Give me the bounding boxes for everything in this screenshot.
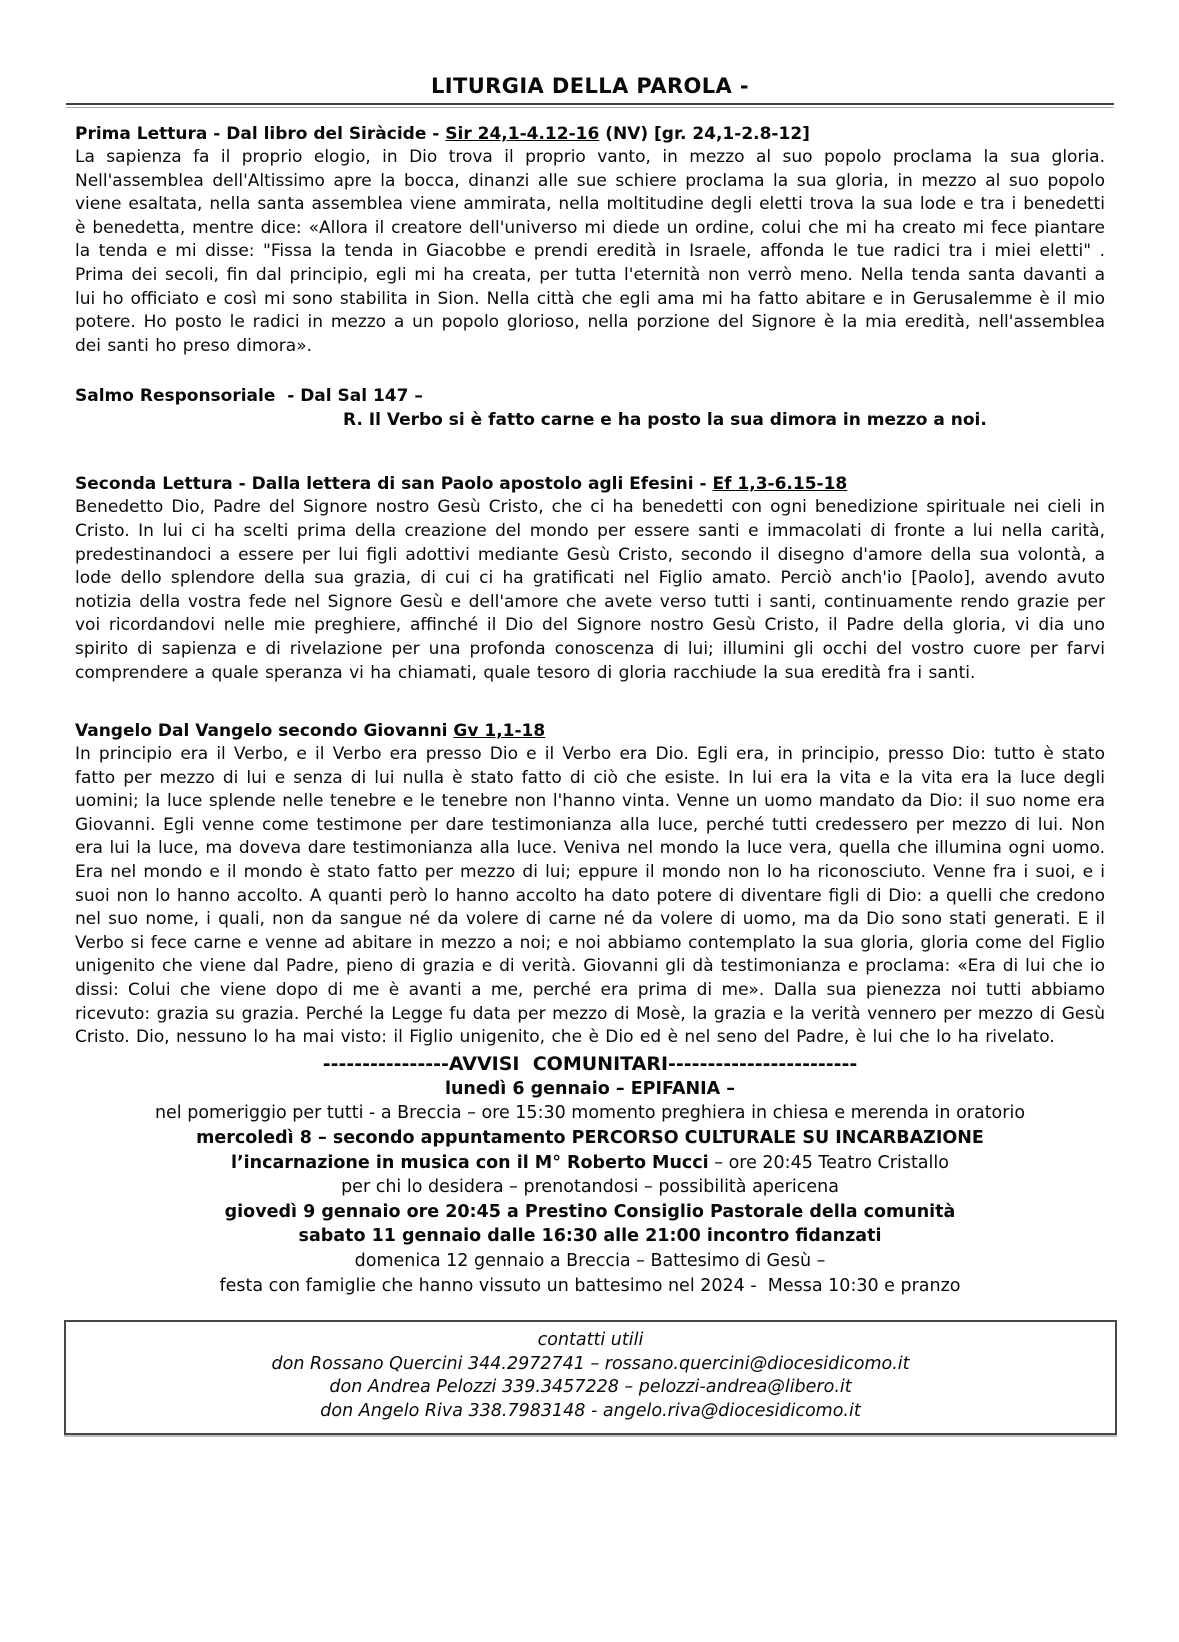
announcement-thursday: giovedì 9 gennaio ore 20:45 a Prestino Consiglio Pastorale della comunità xyxy=(224,1201,956,1222)
first-reading-heading-suffix: (NV) [gr. 24,1-2.8-12] xyxy=(599,124,810,144)
contact-rossano-quercini: don Rossano Quercini 344.2972741 – rossano.quercini@diocesidicomo.it xyxy=(271,1353,910,1374)
announcement-concert-normal: – ore 20:45 Teatro Cristallo xyxy=(708,1152,949,1173)
announcement-concert-bold: l’incarnazione in musica con il M° Roberto Mucci xyxy=(231,1152,709,1173)
contacts-box xyxy=(64,1320,1117,1434)
announcements-title: ----------------AVVISI COMUNITARI------------------------ xyxy=(322,1052,858,1075)
announcement-sunday-detail: festa con famiglie che hanno vissuto un battesimo nel 2024 - Messa 10:30 e pranzo xyxy=(219,1275,961,1296)
announcement-epiphany-detail: nel pomeriggio per tutti - a Breccia – ore 15:30 momento preghiera in chiesa e merenda in oratorio xyxy=(154,1103,1026,1124)
gospel-heading xyxy=(75,719,1105,743)
second-reading-reference: Ef 1,3-6.15-18 xyxy=(712,474,848,495)
psalm-response: R. Il Verbo si è fatto carne e ha posto la sua dimora in mezzo a noi. xyxy=(343,410,987,431)
second-reading-body: Benedetto Dio, Padre del Signore nostro Gesù Cristo, che ci ha benedetti con ogni benedizione spirituale nei cieli in Cristo. In lui ci ha scelti prima della creazione del mondo per essere santi e immacolati di fronte a lui nella carità, predestinandoci a essere per lui figli adottivi mediante Gesù Cristo, secondo il disegno d'amore della sua volontà, a lode dello splendore della sua grazia, di cui ci ha gratificati nel Figlio amato. Perciò anch'io [Paolo], avendo avuto notizia della vostra fede nel Signore Gesù e dell'amore che avete verso tutti i santi, continuamente rendo grazie per voi ricordandovi nelle mie preghiere, affinché il Dio del Signore nostro Gesù Cristo, il Padre della gloria, vi dia uno spirito di sapienza e di rivelazione per una profonda conoscenza di lui; illumini gli occhi del vostro cuore per farvi comprendere a quale speranza vi ha chiamati, quale tesoro di gloria racchiude la sua eredità fra i santi. xyxy=(75,497,1105,683)
announcement-wednesday: mercoledì 8 – secondo appuntamento PERCORSO CULTURALE SU INCARBAZIONE xyxy=(196,1128,984,1148)
title-divider xyxy=(66,103,1114,108)
announcement-epiphany: lunedì 6 gennaio – EPIFANIA – xyxy=(444,1078,736,1099)
announcement-sunday: domenica 12 gennaio a Breccia – Battesimo di Gesù – xyxy=(354,1250,826,1271)
gospel-reference: Gv 1,1-18 xyxy=(453,721,546,742)
first-reading-body: La sapienza fa il proprio elogio, in Dio trova il proprio vanto, in mezzo al suo popolo proclama la sua gloria. Nell'assemblea dell'Altissimo apre la bocca, dinanzi alle sue schiere proclama la sua gloria, in mezzo al suo popolo viene esaltata, nella santa assemblea viene ammirata, nella moltitudine degli eletti trova la sua lode e tra i benedetti è benedetta, mentre dice: «Allora il creatore dell'universo mi diede un ordine, colui che mi ha creato mi fece piantare la tenda e mi disse: "Fissa la tenda in Giacobbe e prendi eredità in Israele, affonda le tue radici tra i miei eletti" . Prima dei secoli, fin dal principio, egli mi ha creata, per tutta l'eternità non verrò meno. Nella tenda santa davanti a lui ho officiato e così mi sono stabilita in Sion. Nella città che egli ama mi ha fatto abitare e in Gerusalemme è il mio potere. Ho posto le radici in mezzo a un popolo glorioso, nella porzione del Signore è la mia eredità, nell'assemblea dei santi ho preso dimora». xyxy=(75,147,1105,356)
announcement-booking: per chi lo desidera – prenotandosi – possibilità apericena xyxy=(341,1177,839,1198)
announcement-saturday: sabato 11 gennaio dalle 16:30 alle 21:00 incontro fidanzati xyxy=(298,1226,882,1247)
first-reading-heading xyxy=(75,122,1105,146)
contact-angelo-riva: don Angelo Riva 338.7983148 - angelo.riva@diocesidicomo.it xyxy=(320,1400,861,1421)
first-reading-reference: Sir 24,1-4.12-16 xyxy=(445,124,600,144)
second-reading-section xyxy=(75,472,1105,685)
first-reading-heading-prefix: Prima Lettura - Dal libro del Siràcide - xyxy=(75,124,446,144)
contacts-title: contatti utili xyxy=(537,1330,644,1351)
announcement-concert xyxy=(75,1151,1105,1176)
page-title: LITURGIA DELLA PAROLA - xyxy=(430,74,750,98)
gospel-body: In principio era il Verbo, e il Verbo era presso Dio e il Verbo era Dio. Egli era, in principio, presso Dio: tutto è stato fatto per mezzo di lui e senza di lui nulla è stato fatto di ciò che esiste. In lui era la vita e la vita era la luce degli uomini; la luce splende nelle tenebre e le tenebre non l'hanno vinta. Venne un uomo mandato da Dio: il suo nome era Giovanni. Egli venne come testimone per dare testimonianza alla luce, perché tutti credessero per mezzo di lui. Non era lui la luce, ma doveva dare testimonianza alla luce. Veniva nel mondo la luce vera, quella che illumina ogni uomo. Era nel mondo e il mondo è stato fatto per mezzo di lui; eppure il mondo non lo ha riconosciuto. Venne fra i suoi, e i suoi non lo hanno accolto. A quanti però lo hanno accolto ha dato potere di diventare figli di Dio: a quelli che credono nel suo nome, i quali, non da sangue né da volere di carne né da volere di uomo, ma da Dio sono stati generati. E il Verbo si fece carne e venne ad abitare in mezzo a noi; e noi abbiamo contemplato la sua gloria, gloria come del Figlio unigenito che viene dal Padre, pieno di grazia e di verità. Giovanni gli dà testimonianza e proclama: «Era di lui che io dissi: Colui che viene dopo di me è avanti a me, perché era prima di me». Dalla sua pienezza noi tutti abbiamo ricevuto: grazia su grazia. Perché la Legge fu data per mezzo di Mosè, la grazia e la verità vennero per mezzo di Gesù Cristo. Dio, nessuno lo ha mai visto: il Figlio unigenito, che è Dio ed è nel seno del Padre, è lui che lo ha rivelato. xyxy=(75,744,1105,1048)
announcements-section xyxy=(75,1052,1105,1298)
first-reading-section xyxy=(75,122,1105,358)
gospel-section xyxy=(75,719,1105,1050)
contact-andrea-pelozzi: don Andrea Pelozzi 339.3457228 – pelozzi-andrea@libero.it xyxy=(329,1377,852,1398)
psalm-heading: Salmo Responsoriale - Dal Sal 147 – xyxy=(75,386,423,407)
responsorial-psalm-section xyxy=(75,384,1105,432)
gospel-heading-prefix: Vangelo Dal Vangelo secondo Giovanni xyxy=(75,721,454,742)
second-reading-heading xyxy=(75,472,1105,496)
second-reading-heading-prefix: Seconda Lettura - Dalla lettera di san Paolo apostolo agli Efesini - xyxy=(75,474,713,495)
